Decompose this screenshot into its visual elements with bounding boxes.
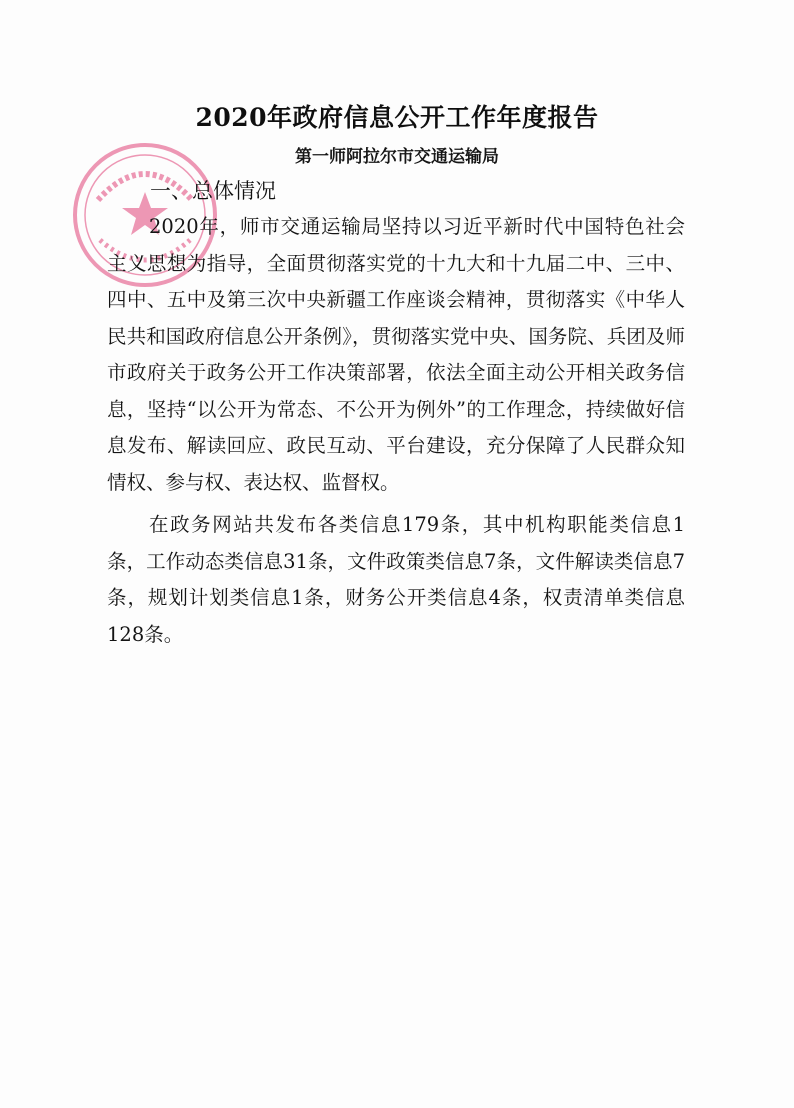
document-title: 2020年政府信息公开工作年度报告 [195, 103, 599, 132]
document-subtitle: 第一师阿拉尔市交通运输局 [295, 147, 499, 167]
paragraph-statistics: 在政务网站共发布各类信息179条，其中机构职能类信息1条，工作动态类信息31条，文件政策类信息7条，文件解读类信息7条，规划计划类信息1条，财务公开类信息4条，权责清单类信息128条。 [107, 513, 685, 646]
section-heading: 一、总体情况 [150, 179, 276, 203]
paragraph-overview: 2020年，师市交通运输局坚持以习近平新时代中国特色社会主义思想为指导，全面贯彻落实党的十九大和十九届二中、三中、四中、五中及第三次中央新疆工作座谈会精神，贯彻落实《中华人民共和国政府信息公开条例》，贯彻落实党中央、国务院、兵团及师市政府关于政务公开工作决策部署，依法全面主动公开相关政务信息，坚持“以公开为常态、不公开为例外”的工作理念，持续做好信息发布、解读回应、政民互动、平台建设，充分保障了人民群众知情权、参与权、表达权、监督权。 [107, 215, 685, 494]
